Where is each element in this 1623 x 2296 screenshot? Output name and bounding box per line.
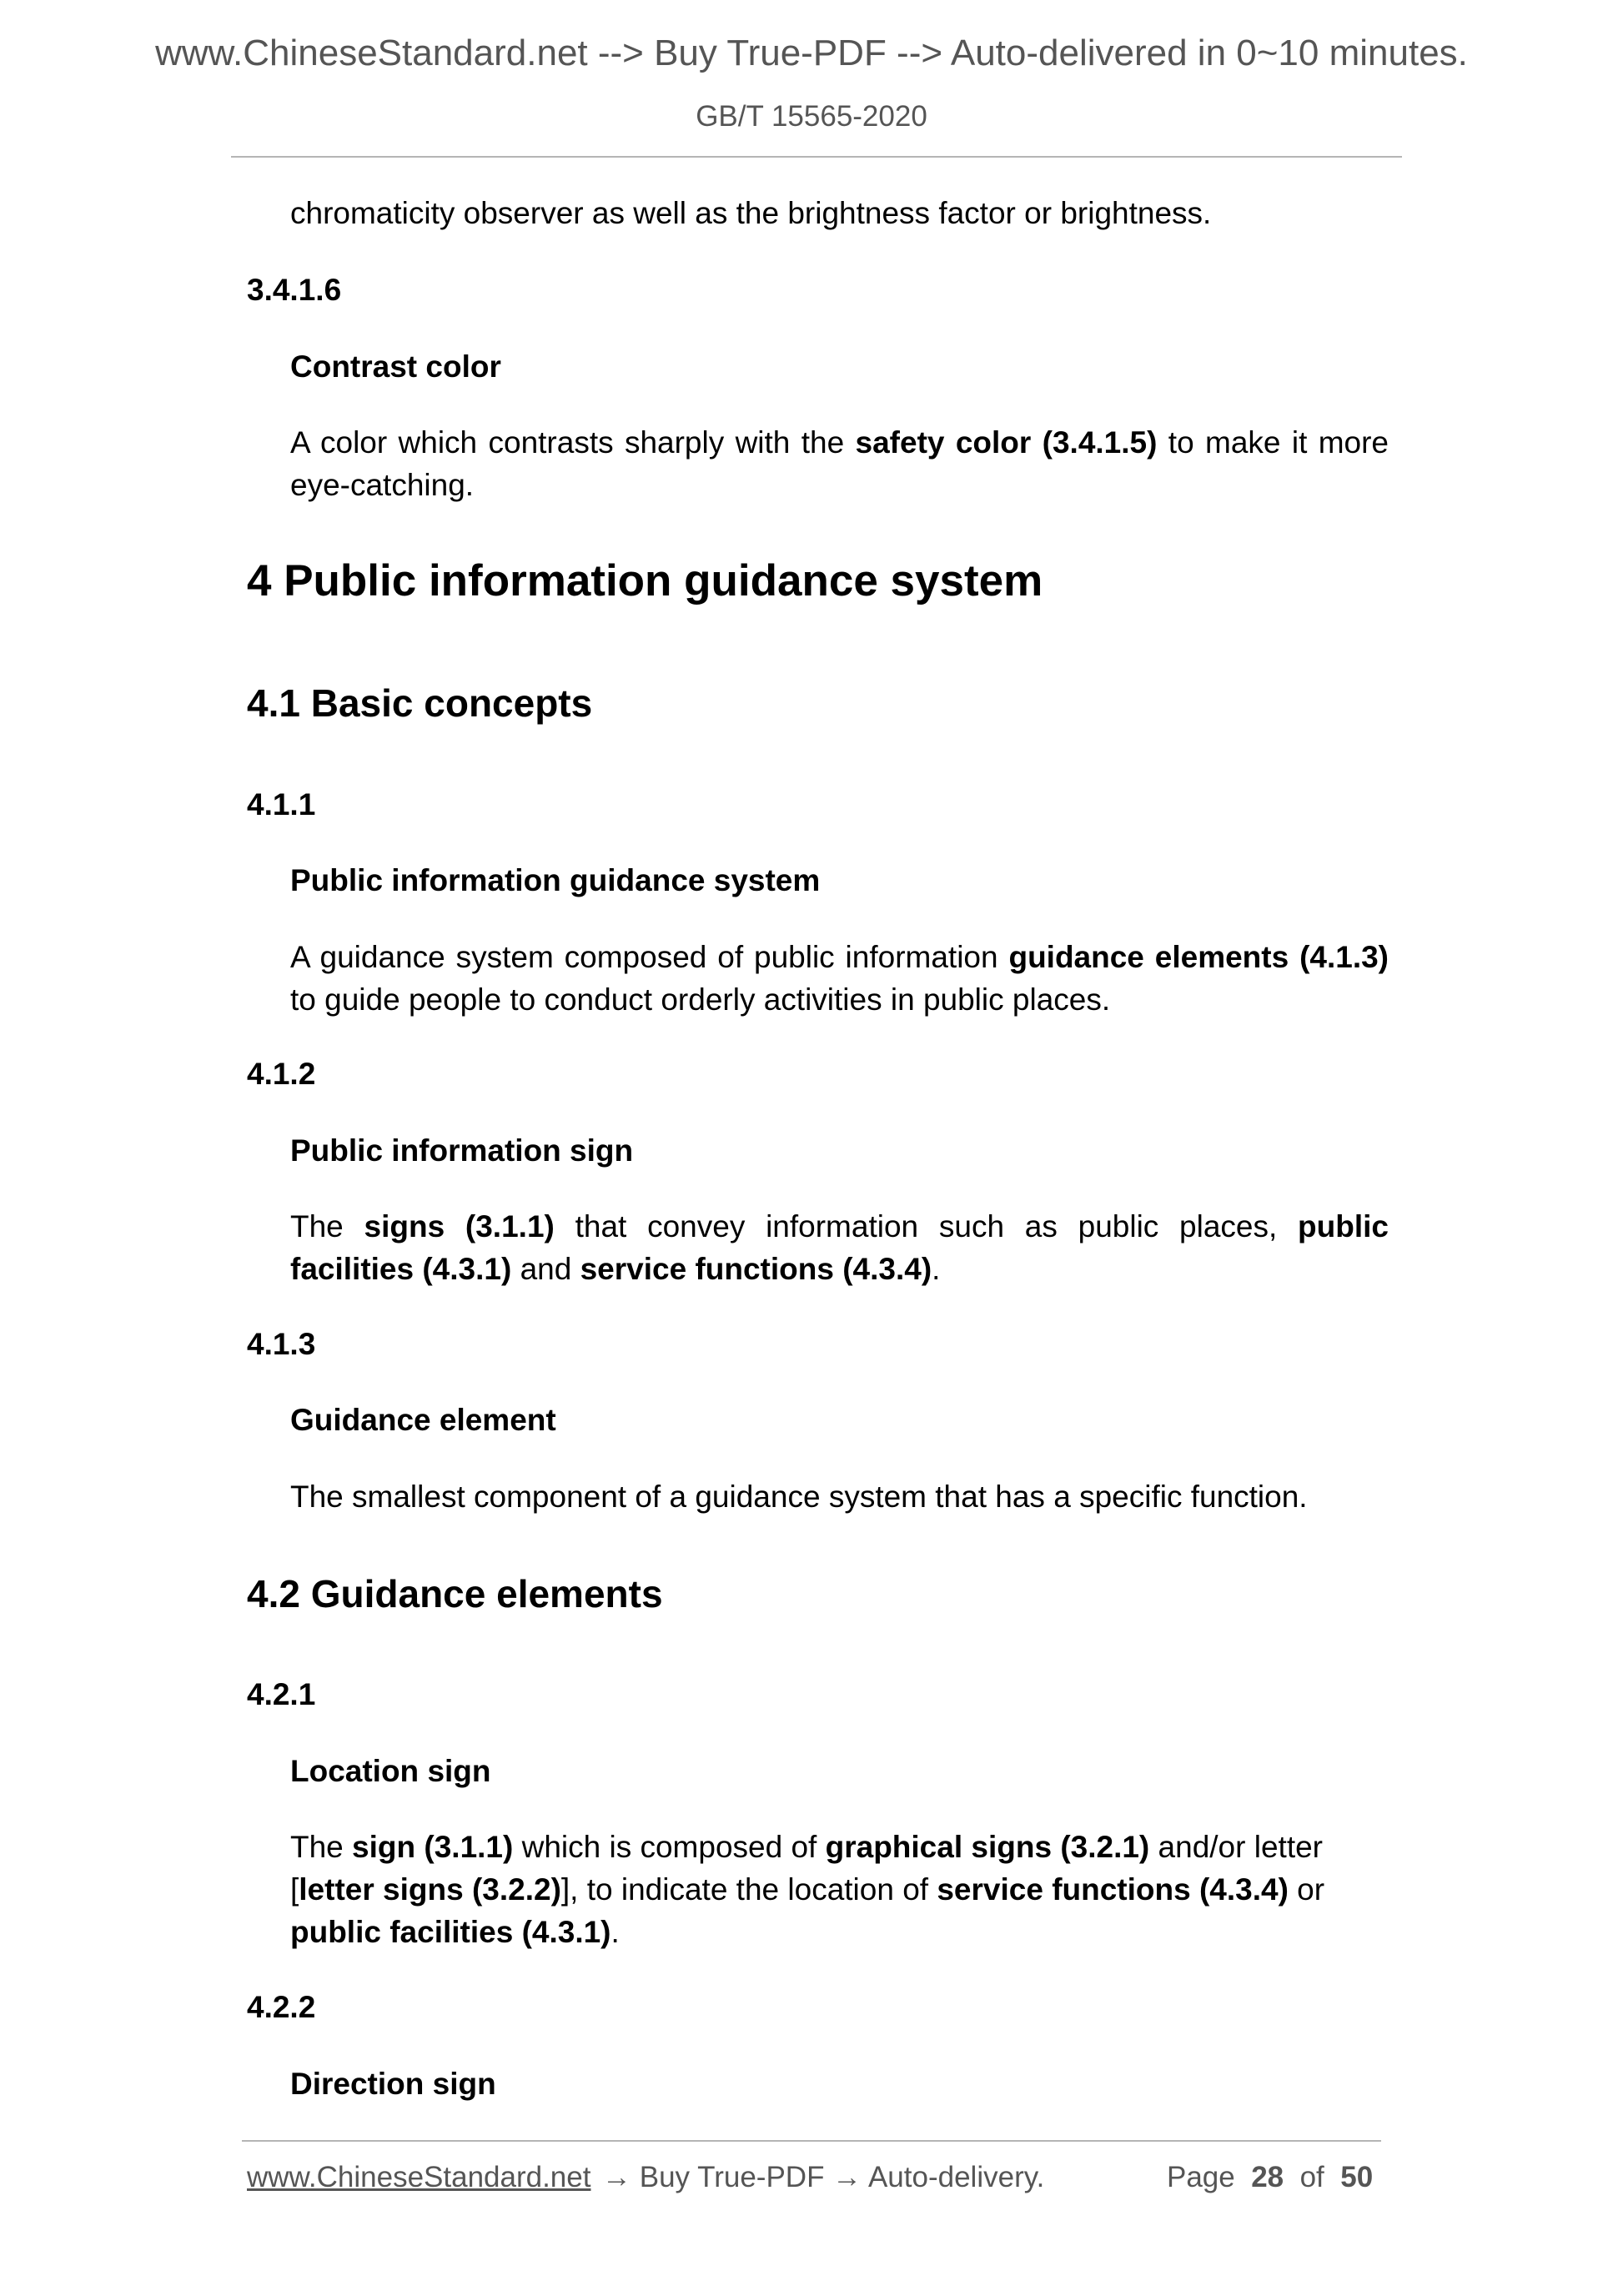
definition-4-1-2: The signs (3.1.1) that convey information such as public places, public facilities (4.3.1) and service functions (4.3.4). [290, 1209, 1389, 1286]
term-guidance-element: Guidance element [290, 1403, 556, 1437]
term-contrast-color: Contrast color [290, 349, 501, 384]
term-public-information-sign: Public information sign [290, 1133, 634, 1168]
clause-number-4-2-1: 4.2.1 [247, 1677, 316, 1711]
standard-code: GB/T 15565-2020 [696, 100, 927, 133]
footer-tagline: → Buy True-PDF → Auto-delivery. [602, 2161, 1045, 2193]
footer-website-link[interactable]: www.ChineseStandard.net [247, 2161, 591, 2193]
continued-paragraph: chromaticity observer as well as the brightness factor or brightness. [290, 196, 1212, 230]
term-reference: letter signs (3.2.2) [299, 1872, 561, 1907]
definition-4-1-3: The smallest component of a guidance system that has a specific function. [290, 1480, 1308, 1514]
header-divider [231, 156, 1402, 158]
clause-number-4-1-1: 4.1.1 [247, 787, 316, 821]
term-public-information-guidance-system: Public information guidance system [290, 863, 821, 897]
term-reference: graphical signs (3.2.1) [825, 1830, 1150, 1864]
term-reference: service functions (4.3.4) [937, 1872, 1289, 1907]
page-indicator: Page 28 of 50 [1167, 2161, 1374, 2193]
clause-number-4-2-2: 4.2.2 [247, 1990, 316, 2024]
term-location-sign: Location sign [290, 1754, 491, 1788]
subsection-heading-4-2: 4.2 Guidance elements [247, 1572, 663, 1615]
clause-number-4-1-2: 4.1.2 [247, 1057, 316, 1091]
clause-number-4-1-3: 4.1.3 [247, 1327, 316, 1361]
term-reference: public facilities (4.3.1) [290, 1209, 1389, 1286]
term-reference: public facilities (4.3.1) [290, 1915, 611, 1949]
current-page-number: 28 [1251, 2161, 1284, 2193]
term-reference: sign (3.1.1) [352, 1830, 514, 1864]
term-reference: safety color (3.4.1.5) [855, 425, 1158, 460]
footer-divider [242, 2140, 1381, 2142]
section-heading-4: 4 Public information guidance system [247, 556, 1043, 605]
term-reference: signs (3.1.1) [364, 1209, 555, 1243]
total-page-count: 50 [1340, 2161, 1374, 2193]
top-banner: www.ChineseStandard.net --> Buy True-PDF --> Auto-delivered in 0~10 minutes. [155, 33, 1468, 73]
definition-3-4-1-6: A color which contrasts sharply with the safety color (3.4.1.5) to make it more eye-catching. [290, 425, 1389, 502]
clause-number-3-4-1-6: 3.4.1.6 [247, 273, 342, 307]
term-reference: guidance elements (4.1.3) [1008, 940, 1389, 974]
term-reference: service functions (4.3.4) [580, 1252, 932, 1286]
definition-4-2-1: The sign (3.1.1) which is composed of graphical signs (3.2.1) and/or letter [letter signs (3.2.2)], to indicate the location of service functions (4.3.4) or public facilities (4.3.1). [290, 1830, 1325, 1949]
subsection-heading-4-1: 4.1 Basic concepts [247, 681, 593, 725]
definition-4-1-1: A guidance system composed of public information guidance elements (4.1.3) to guide people to conduct orderly activities in public places. [290, 940, 1389, 1017]
term-direction-sign: Direction sign [290, 2067, 496, 2101]
